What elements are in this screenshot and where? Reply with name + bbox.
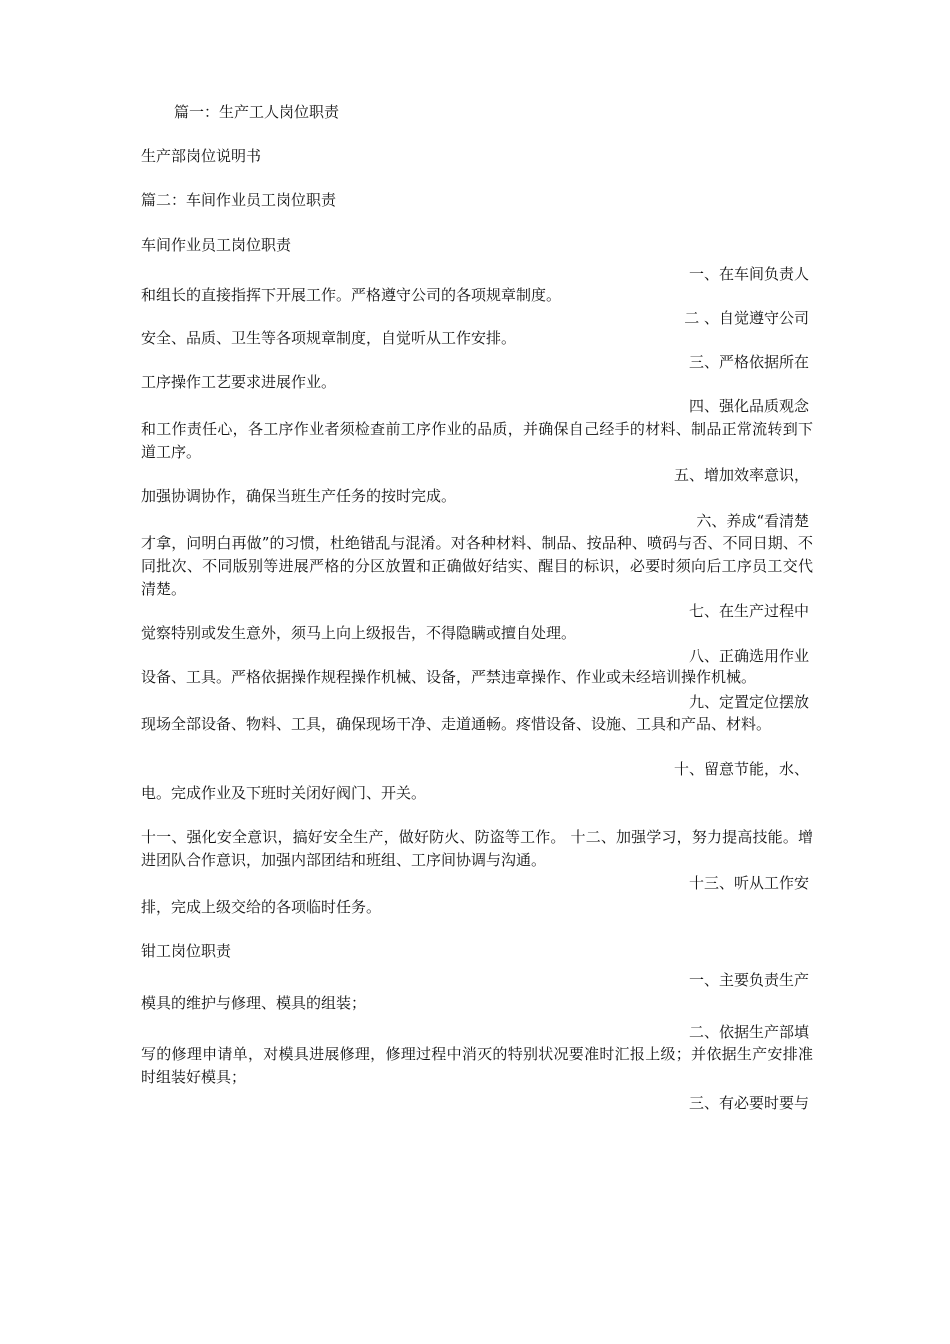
section-fitter-duties: 钳工岗位职责: [141, 942, 232, 960]
item-10-body: 电。完成作业及下班时关闭好阀门、开关。: [141, 784, 427, 802]
item-5-head: 五、增加效率意识，: [673, 466, 809, 484]
item-10-head: 十、留意节能，水、: [673, 760, 809, 778]
item-2-head: 二 、自觉遵守公司: [684, 309, 809, 327]
item-13-head: 十三、听从工作安: [688, 874, 809, 892]
item-11-12: 十一、强化安全意识，搞好安全生产，做好防火、防盗等工作。 十二、加强学习，努力提高技能。增进团队合作意识，加强内部团结和班组、工序间协调与沟通。: [141, 828, 813, 869]
item-9-body: 现场全部设备、物料、工具，确保现场干净、走道通畅。疼惜设备、设施、工具和产品、材料。: [141, 715, 772, 733]
item-3-head: 三、严格依据所在: [688, 353, 809, 371]
item-6-body: 才拿，问明白再做”的习惯，杜绝错乱与混淆。对各种材料、制品、按品种、喷码与否、不同日期、不同批次、不同版别等进展严格的分区放置和正确做好结实、醒目的标识，必要时须向后工序员工交代清楚。: [141, 534, 813, 598]
fitter-2-body: 写的修理申请单，对模具进展修理，修理过程中消灭的特别状况要准时汇报上级；并依据生产安排准时组装好模具；: [141, 1045, 813, 1086]
item-9-head: 九、定置定位摆放: [688, 693, 809, 711]
title-part-one: 篇一：生产工人岗位职责: [174, 103, 340, 121]
section-workshop-duties: 车间作业员工岗位职责: [141, 236, 292, 254]
title-production-dept: 生产部岗位说明书: [141, 147, 262, 165]
item-7-body: 觉察特别或发生意外，须马上向上级报告，不得隐瞒或擅自处理。: [141, 624, 577, 642]
fitter-2-head: 二、依据生产部填: [688, 1023, 809, 1041]
item-4-head: 四、强化品质观念: [688, 397, 809, 415]
fitter-1-body: 模具的维护与修理、模具的组装；: [141, 994, 367, 1012]
item-7-head: 七、在生产过程中: [688, 602, 809, 620]
item-3-body: 工序操作工艺要求进展作业。: [141, 373, 337, 391]
title-part-two: 篇二：车间作业员工岗位职责: [141, 191, 337, 209]
item-4-body: 和工作责任心，各工序作业者须检查前工序作业的品质，并确保自己经手的材料、制品正常流转到下道工序。: [141, 420, 813, 461]
fitter-3-head: 三、有必要时要与: [688, 1094, 809, 1112]
fitter-1-head: 一、主要负责生产: [688, 971, 809, 989]
item-8-head: 八、正确选用作业: [688, 647, 809, 665]
item-13-body: 排，完成上级交给的各项临时任务。: [141, 898, 382, 916]
item-8-body: 设备、工具。严格依据操作规程操作机械、设备，严禁违章操作、作业或未经培训操作机械。: [141, 668, 757, 686]
item-6-head: 六、养成“看清楚: [696, 512, 809, 530]
item-5-body: 加强协调协作，确保当班生产任务的按时完成。: [141, 487, 457, 505]
item-2-body: 安全、品质、卫生等各项规章制度，自觉听从工作安排。: [141, 329, 517, 347]
item-1-body: 和组长的直接指挥下开展工作。严格遵守公司的各项规章制度。: [141, 286, 562, 304]
item-1-head: 一、在车间负责人: [688, 265, 809, 283]
